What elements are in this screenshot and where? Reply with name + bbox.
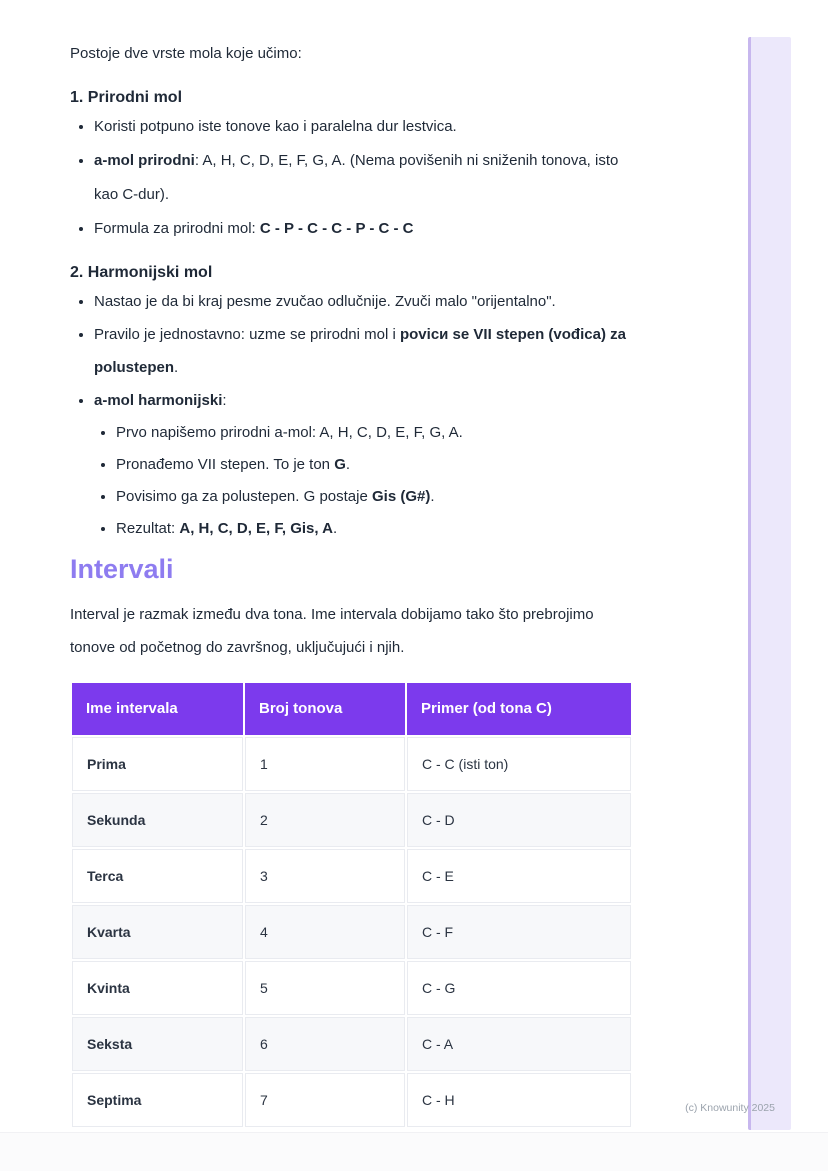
tone-count-cell: 5 (245, 961, 405, 1015)
list-item (94, 212, 642, 246)
table-row (72, 1073, 631, 1127)
text-segment: povicи se VII stepen (vođica) za polustepen (94, 326, 626, 376)
example-cell: C - D (407, 793, 631, 847)
list-item (94, 384, 642, 545)
table-row (72, 737, 631, 791)
tone-count-cell: 4 (245, 905, 405, 959)
interval-name-cell: Prima (72, 737, 243, 791)
tone-count-cell: 7 (245, 1073, 405, 1127)
text-segment: Rezultat: (116, 520, 180, 537)
text-segment: Koristi potpuno iste tonove kao i paralelna dur lestvica. (94, 118, 457, 135)
table-row (72, 1017, 631, 1071)
example-cell: C - H (407, 1073, 631, 1127)
tone-count-cell: 3 (245, 849, 405, 903)
text-segment: . (430, 488, 435, 505)
table-row (72, 793, 631, 847)
example-cell: C - F (407, 905, 631, 959)
tone-count-cell: 6 (245, 1017, 405, 1071)
text-segment: Formula za prirodni mol: (94, 220, 260, 237)
interval-name-cell: Seksta (72, 1017, 243, 1071)
column-header-primer: Primer (od tona C) (407, 683, 631, 735)
prirodni-mol-list (70, 110, 642, 246)
list-item (116, 481, 642, 513)
column-header-broj-tonova: Broj tonova (245, 683, 405, 735)
tone-count-cell: 2 (245, 793, 405, 847)
text-segment: : (222, 392, 227, 409)
intervali-heading: Intervali (70, 554, 174, 584)
text-segment: . (174, 359, 179, 376)
text-segment: . (345, 456, 351, 473)
harmonijski-mol-list (70, 285, 642, 545)
interval-name-cell: Kvarta (72, 905, 243, 959)
list-item (94, 110, 642, 144)
page-margin-strip (748, 37, 791, 1130)
interval-name-cell: Kvinta (72, 961, 243, 1015)
text-segment: : A, H, C, D, E, F, G, A. (Nema povišenih ni sniženih tonova, isto kao C-dur). (94, 152, 619, 203)
text-segment: . (333, 520, 338, 537)
text-segment: Pravilo je jednostavno: uzme se prirodni mol i (94, 326, 400, 343)
example-cell: C - E (407, 849, 631, 903)
text-segment: a-mol prirodni (94, 152, 195, 169)
text-segment: G (334, 456, 346, 473)
text-segment: Pronađemo VII stepen. To je ton (116, 456, 335, 473)
table-row (72, 961, 631, 1015)
viewer-background (0, 1132, 828, 1171)
intervali-description: Interval je razmak između dva tona. Ime intervala dobijamo tako što prebrojimo tonove od početnog do završnog, uključujući i njih. (70, 606, 594, 656)
table-row (72, 849, 631, 903)
tone-count-cell: 1 (245, 737, 405, 791)
document-content (70, 44, 642, 1129)
table-row (72, 905, 631, 959)
table-header-row (72, 683, 631, 735)
list-item (116, 513, 642, 545)
list-item (116, 449, 642, 481)
interval-name-cell: Sekunda (72, 793, 243, 847)
column-header-ime-intervala: Ime intervala (72, 683, 243, 735)
a-mol-harmonijski-sublist (94, 417, 642, 545)
list-item (94, 285, 642, 318)
section-title-prirodni-mol: 1. Prirodni mol (70, 89, 183, 106)
copyright-footer: (c) Knowunity 2025 (685, 1102, 775, 1114)
text-segment: Gis (G#) (371, 488, 431, 505)
text-segment: Povisimo ga za polustepen. G postaje (116, 488, 372, 505)
example-cell: C - A (407, 1017, 631, 1071)
text-segment: Nastao je da bi kraj pesme zvučao odlučnije. Zvuči malo "orijentalno". (94, 293, 556, 310)
list-item (94, 318, 642, 384)
interval-name-cell: Terca (72, 849, 243, 903)
text-segment: A, H, C, D, E, F, Gis, A (179, 520, 334, 537)
example-cell: C - G (407, 961, 631, 1015)
section-title-harmonijski-mol: 2. Harmonijski mol (70, 264, 213, 281)
list-item (94, 144, 642, 212)
list-item (116, 417, 642, 449)
example-cell: C - C (isti ton) (407, 737, 631, 791)
text-segment: C - P - C - C - P - C - C (259, 220, 414, 237)
text-segment: a-mol harmonijski (94, 392, 223, 409)
intro-paragraph: Postoje dve vrste mola koje učimo: (70, 45, 302, 62)
text-segment: Prvo napišemo prirodni a-mol: A, H, C, D, E, F, G, A. (116, 424, 463, 441)
intervals-table (70, 681, 633, 1129)
interval-name-cell: Septima (72, 1073, 243, 1127)
